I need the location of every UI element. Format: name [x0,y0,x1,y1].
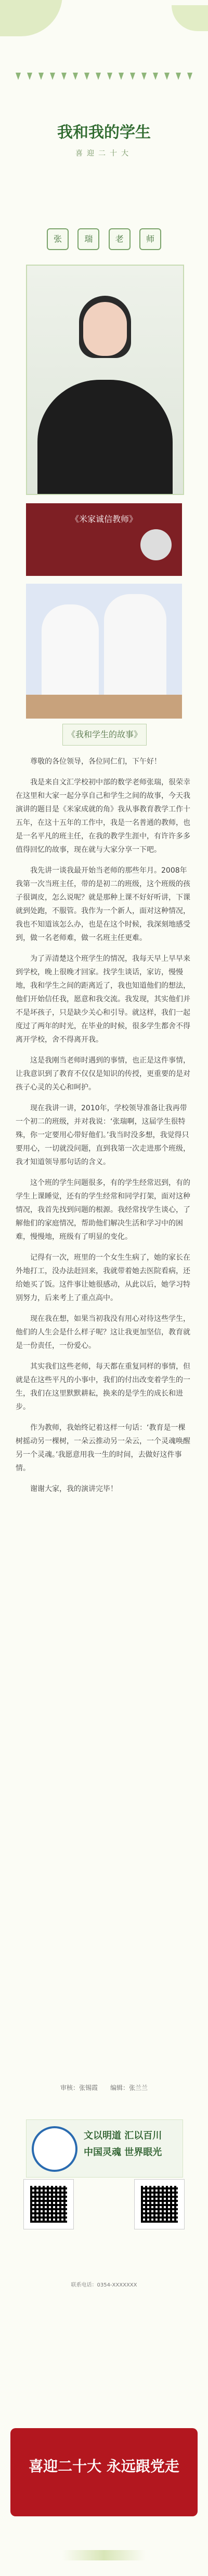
qr-block [23,2179,74,2257]
article-body [16,755,192,1503]
editor-signoff: 审核：张锡霞 编辑：张兰兰 [60,2084,148,2091]
name-char: 师 [139,228,161,250]
qr-code-icon[interactable] [134,2179,185,2229]
paragraph: 谢谢大家，我的演讲完毕！ [30,1485,118,1493]
qr-code-icon[interactable] [23,2179,74,2229]
name-char: 老 [109,228,131,250]
bunting-decoration [16,73,192,80]
leaf-decoration-right [172,5,208,31]
paragraph: 这是我刚当老师时遇到的事情，也正是这件事情，让我意识到了教育不仅仅是知识的传授，更重要的是对孩子心灵的关心和呵护。 [16,1056,190,1092]
qr-block [134,2179,185,2257]
contact-info: 联系电话：0354-XXXXXXX [71,2282,137,2288]
school-emblem-icon [140,529,172,560]
school-slogan-box [26,2119,183,2178]
paragraph: 这个班的学生问题很多，有的学生经常迟到，有的学生上课睡觉，还有的学生经常和同学打架，面对这种情况，我首先找到问题的根源。我经常找学生谈心，了解他们的家庭情况，帮助他们解决生活和学习中的困难，慢慢地，班级有了明显的变化。 [16,1179,190,1241]
slogan-line: 中国灵魂 世界眼光 [84,2147,162,2158]
paragraph: 其实我们这些老师，每天都在重复同样的事情，但就是在这些平凡的小事中，我们的付出改变着学生的一生，我们在这里默默耕耘，换来的是学生的成长和进步。 [16,1362,190,1411]
story-title: 《我和学生的故事》 [62,724,147,746]
paragraph: 尊敬的各位领导，各位同仁们，下午好！ [30,757,161,766]
school-logo-icon [32,2126,77,2172]
page-title: 我和我的学生 [57,123,151,142]
school-slogan [84,2128,177,2161]
qr-code-row [23,2179,185,2257]
slogan-line: 文以明道 汇以百川 [84,2130,162,2141]
name-char: 瑞 [77,228,99,250]
party-banner [10,2428,198,2516]
paragraph: 我先讲一谈我最开始当老师的那些年月。2008年我第一次当班主任，带的是初二的班级，这个班级的孩子很调皮，怎么说呢？就是那种上课不好好听讲，下课就到处跑，不服管。我作为一个新人，面对这种情况，我也不知道该怎么办，也是在这个时候，我深刻地感受到，做一名老师难，做一名班主任更难。 [16,866,190,942]
teacher-name-row [47,228,161,250]
paragraph: 记得有一次，班里的一个女生生病了，她的家长在外地打工，没办法赶回来，我就带着她去医院看病，还给她买了饭。这件事让她很感动，从此以后，她学习特别努力，后来考上了重点高中。 [16,1253,190,1302]
paragraph: 为了弄清楚这个班学生的情况，我每天早上早早来到学校，晚上很晚才回家。找学生谈话，家访，慢慢地，我和学生之间的距离近了，我也知道他们的想法，他们开始信任我，愿意和我交流。我发现，其实他们并不是坏孩子，只是缺少关心和引导。就这样，我们一起度过了两年的时光，在毕业的时候，很多学生都舍不得离开学校，舍不得离开我。 [16,955,190,1044]
leaf-decoration [0,0,62,36]
class-photo [26,584,182,719]
paragraph: 现在我讲一讲，2010年，学校领导准备让我再带一个初二的班级，并对我说：‘张瑞啊，这届学生很特殊，你一定要用心带好他们。’我当时没多想，我觉得只要用心，一切就没问题，直到我第一次走进那个班级，我才知道领导那句话的含义。 [16,1104,190,1166]
footer-decoration [62,2550,146,2560]
paragraph: 现在我在想，如果当初我没有用心对待这些学生，他们的人生会是什么样子呢？这让我更加坚信，教育就是一份责任，一份爱心。 [16,1315,190,1350]
name-char: 张 [47,228,69,250]
teacher-portrait [26,265,184,495]
stage-photo [26,503,182,576]
header-section [0,0,208,218]
banner-headline: 喜迎二十大 永远跟党走 [29,2458,179,2475]
page-subtitle: 喜迎二十大 [75,149,133,158]
paragraph: 作为教师，我始终记着这样一句话：‘教育是一棵树摇动另一棵树，一朵云推动另一朵云，一个灵魂唤醒另一个灵魂。’我愿意用我一生的时间，去做好这件事情。 [16,1424,190,1472]
desk [26,695,182,719]
paragraph: 我是来自文汇学校初中部的数学老师张瑞，很荣幸在这里和大家一起分享自己和学生之间的故事，今天我演讲的题目是《米家成就的角》我从事教育教学工作十五年，在这十五年的工作中，我是一名普通的教师，也是一名平凡的班主任，在我的教学生涯中，有许许多多值得回忆的故事，现在就与大家分享一下吧。 [16,778,190,854]
stage-title: 《米家诚信教师》 [70,514,137,524]
